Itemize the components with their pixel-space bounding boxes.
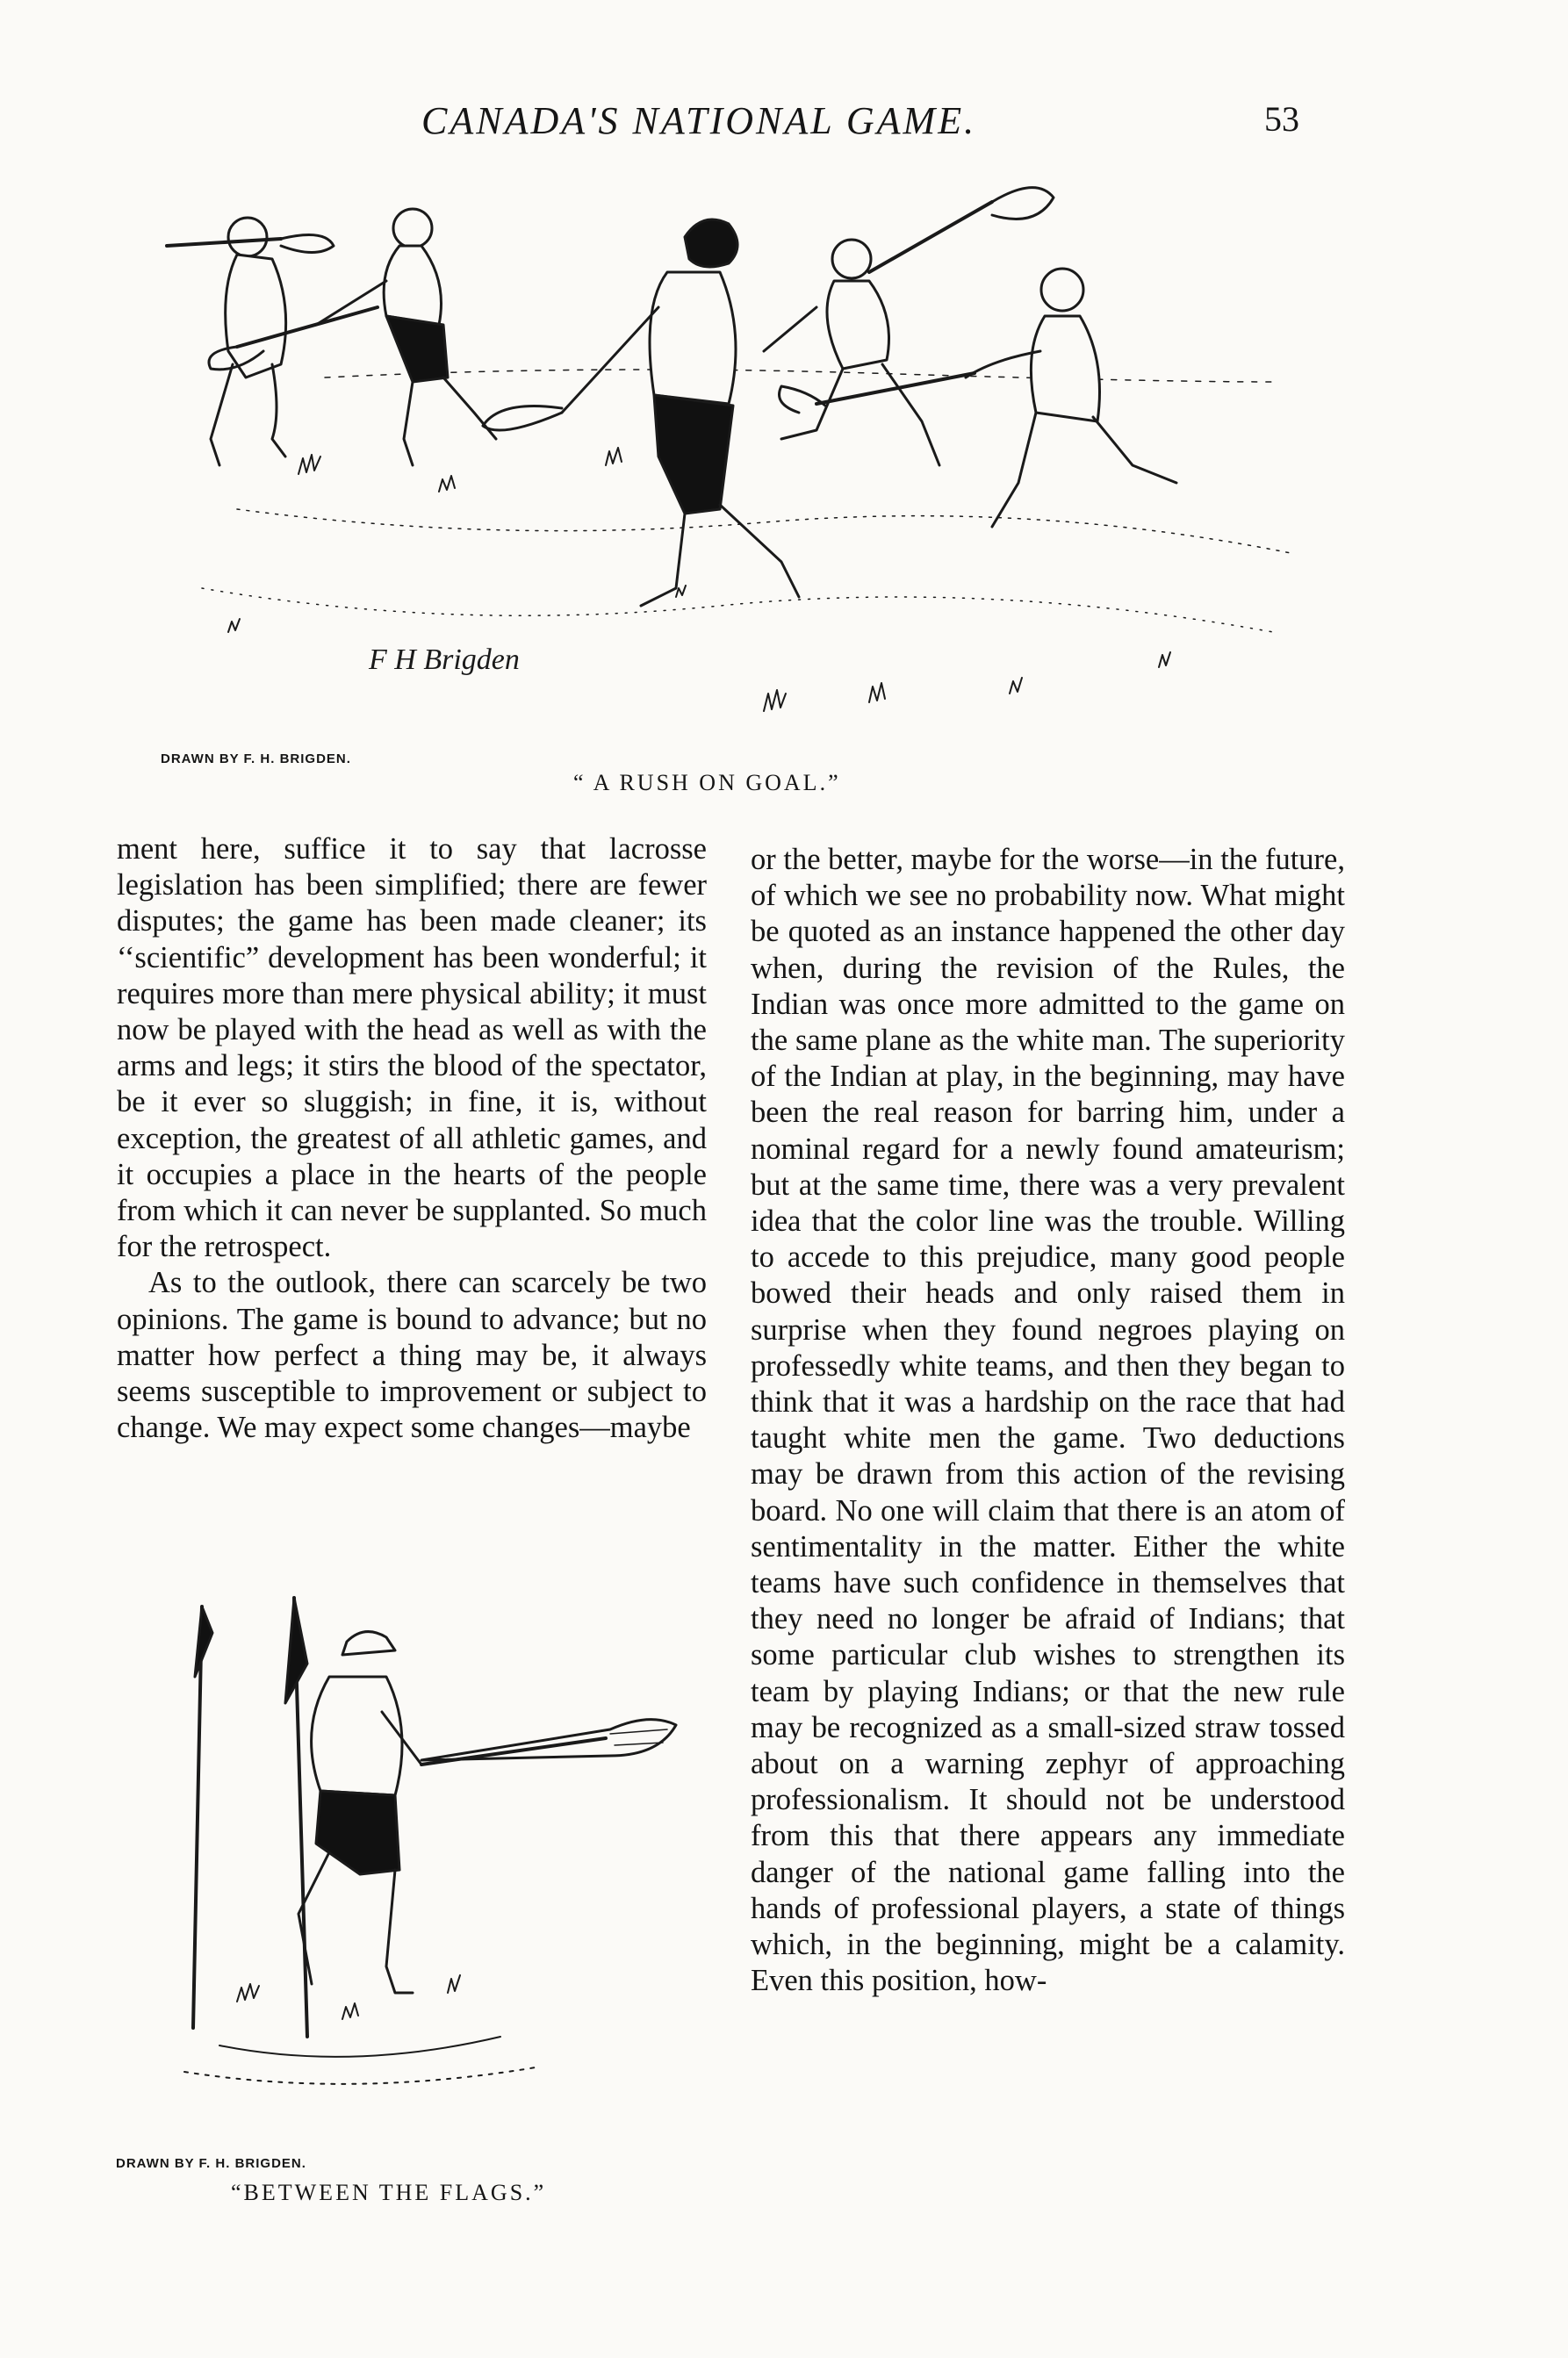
illustration-rush-on-goal — [149, 176, 1299, 755]
artist-signature: F H Brigden — [369, 643, 520, 676]
text-column-left — [117, 831, 707, 1446]
between-the-flags-drawing — [132, 1580, 729, 2107]
page-number: 53 — [1264, 99, 1299, 139]
figure-caption: “BETWEEN THE FLAGS.” — [231, 2180, 547, 2205]
running-title: CANADA'S NATIONAL GAME. — [421, 99, 977, 142]
rush-on-goal-drawing — [149, 176, 1299, 755]
figure-credit: DRAWN BY F. H. BRIGDEN. — [161, 751, 351, 766]
figure-caption: “ A RUSH ON GOAL.” — [573, 770, 841, 795]
figure-credit: DRAWN BY F. H. BRIGDEN. — [116, 2156, 306, 2171]
running-head — [0, 98, 1568, 151]
text-column-right — [751, 842, 1345, 2000]
paragraph: or the better, maybe for the worse—in the future, of which we see no probability now. What might be quoted as an instance happened the other day when, during the revision of the Rules, the Indian was once more admitted to the game on the same plane as the white man. The superiority of the Indian at play, in the beginning, may have been the real reason for barring him, under a nominal regard for a newly found amateurism; but at the same time, there was a very prevalent idea that the color line was the trouble. Willing to accede to this prejudice, many good people bowed their heads and only raised them in surprise when they found negroes playing on professedly white teams, and then they began to think that it was a hardship on the race that had taught white men the game. Two deductions may be drawn from this action of the revising board. No one will claim that there is an atom of sentimentality in the matter. Either the white teams have such confidence in themselves that they need no longer be afraid of Indians; that some particular club wishes to strengthen its team by playing Indians; or that the new rule may be recognized as a small-sized straw tossed about on a warning zephyr of approaching professionalism. It should not be understood from this that there appears any immediate danger of the national game falling into the hands of professional players, a state of things which, in the beginning, might be a calamity. Even this position, how- — [751, 843, 1345, 1998]
illustration-between-the-flags — [132, 1580, 729, 2107]
paragraph: As to the outlook, there can scarcely be two opinions. The game is bound to advance; but no matter how perfect a thing may be, it always seems susceptible to improvement or subject to change. We may expect some changes—maybe — [117, 1266, 707, 1445]
paragraph: ment here, suffice it to say that lacrosse legislation has been simplified; there are fewer disputes; the game has been made cleaner; its ‘‘scientific” development has been wonderful; it requires more than mere physical ability; it must now be played with the head as well as with the arms and legs; it stirs the blood of the spectator, be it ever so sluggish; in fine, it is, without exception, the greatest of all athletic games, and it occupies a place in the hearts of the people from which it can never be supplanted. So much for the retrospect. — [117, 832, 707, 1264]
